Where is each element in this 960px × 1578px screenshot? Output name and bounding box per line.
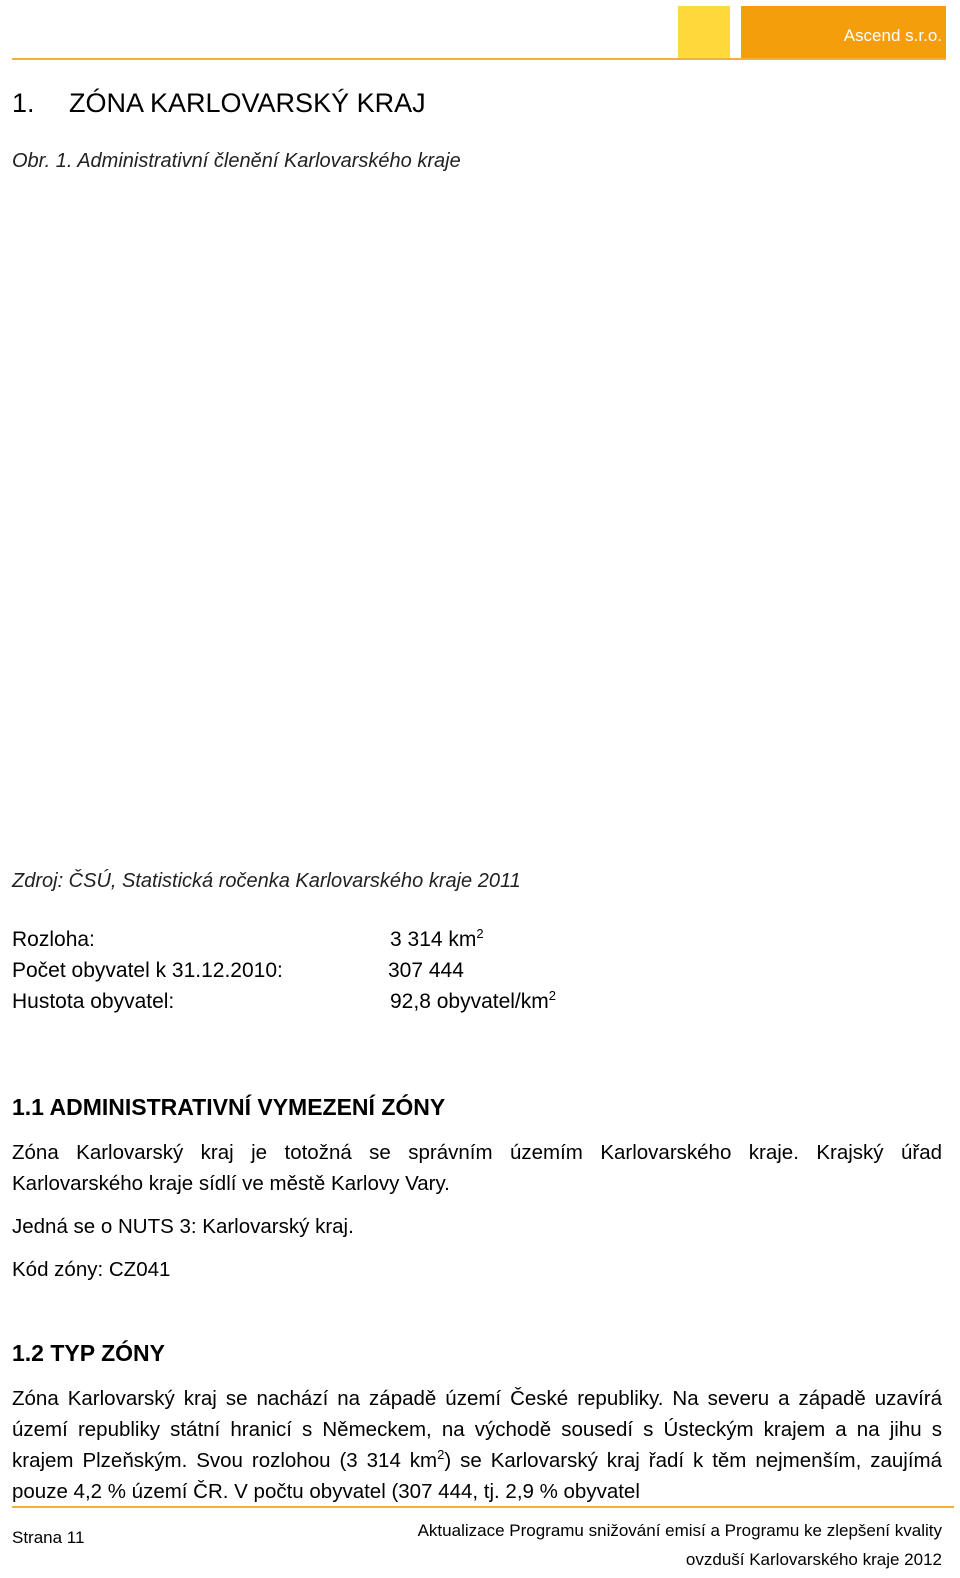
stat-population-value: 307 444 (388, 959, 464, 982)
paragraph-zone-code: Kód zóny: CZ041 (12, 1258, 171, 1281)
stat-area-sup: 2 (476, 926, 484, 941)
paragraph-zone-type (12, 1383, 942, 1507)
paragraph-zone-type-part2: ) se Karlovarský kraj řadí k těm nejmenším, zaujímá pouze 4,2 % území ČR. V počtu obyvatel (307 444, tj. 2,9 % obyvatel (12, 1449, 943, 1503)
stat-area-value (390, 928, 484, 952)
subsection-heading-1-1: 1.1 ADMINISTRATIVNÍ VYMEZENÍ ZÓNY (12, 1094, 446, 1120)
section-heading (12, 88, 426, 119)
stat-density-number: 92,8 obyvatel/km (390, 990, 549, 1013)
header-accent-yellow (678, 6, 730, 58)
paragraph-nuts: Jedná se o NUTS 3: Karlovarský kraj. (12, 1215, 354, 1238)
stat-density-sup: 2 (548, 988, 556, 1003)
footer-page-number: Strana 11 (12, 1528, 85, 1547)
footer-divider (12, 1506, 954, 1508)
footer-title-line2: ovzduší Karlovarského kraje 2012 (685, 1550, 942, 1569)
figure-source: Zdroj: ČSÚ, Statistická ročenka Karlovarského kraje 2011 (12, 870, 521, 892)
section-title: ZÓNA KARLOVARSKÝ KRAJ (69, 88, 426, 118)
paragraph-admin: Zóna Karlovarský kraj je totožná se správním územím Karlovarského kraje. Krajský úřad Karlovarského kraje sídlí ve městě Karlovy Vary. (12, 1141, 942, 1195)
paragraph-zone-type-sup: 2 (437, 1447, 445, 1462)
stat-density-label: Hustota obyvatel: (12, 990, 175, 1013)
footer-document-title (418, 1516, 942, 1574)
header-company: Ascend s.r.o. (843, 26, 942, 45)
stat-density-value (390, 990, 556, 1014)
paragraph-zone-type-part1: Zóna Karlovarský kraj se nachází na západě území České republiky. Na severu a západě uzavírá území republiky státní hranicí s Německem, na východě sousedí s Ústeckým krajem a na jihu s krajem Plzeňským. Svou rozlohou (3 314 km (12, 1387, 942, 1472)
figure-caption: Obr. 1. Administrativní členění Karlovarského kraje (12, 150, 461, 172)
section-number: 1. (12, 88, 35, 118)
stat-area-number: 3 314 km (390, 928, 477, 951)
header-divider (12, 58, 946, 60)
subsection-heading-1-2: 1.2 TYP ZÓNY (12, 1340, 165, 1366)
stat-area-label: Rozloha: (12, 928, 95, 951)
stat-population-label: Počet obyvatel k 31.12.2010: (12, 959, 283, 982)
footer-title-line1: Aktualizace Programu snižování emisí a Programu ke zlepšení kvality (417, 1521, 942, 1540)
